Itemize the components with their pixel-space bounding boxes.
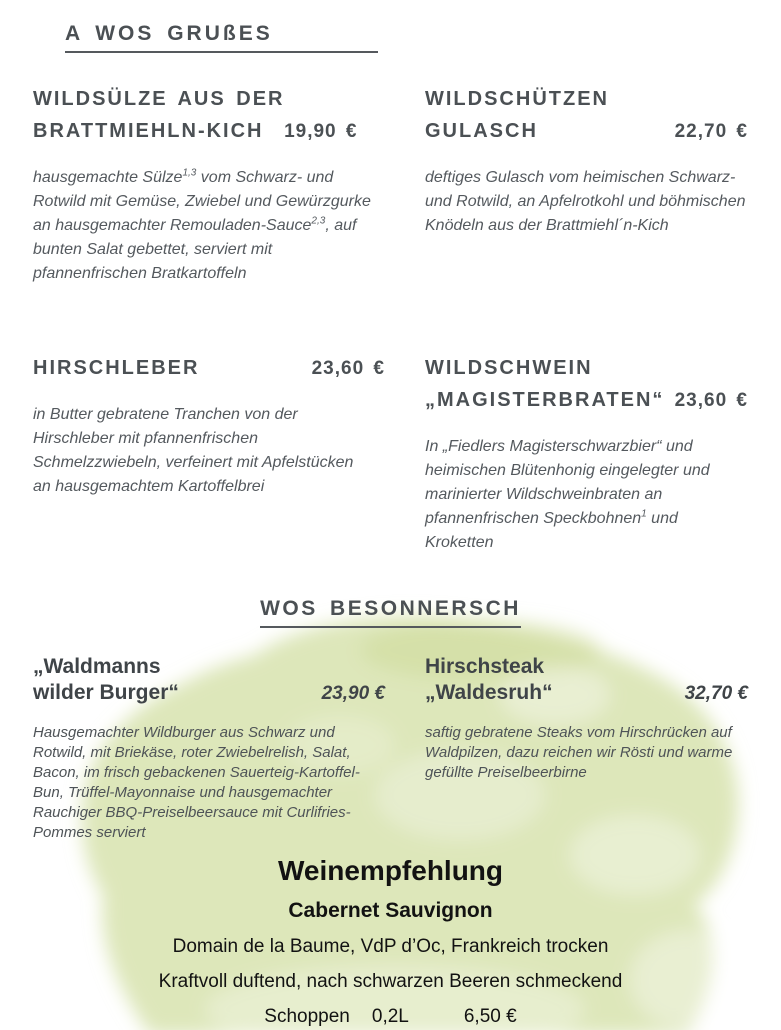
item-price: 22,70 € (674, 121, 748, 142)
item-price: 23,90 € (321, 683, 385, 704)
wine-serving-volume: 0,2L (371, 1006, 409, 1027)
item-title-line1: WILDSCHÜTZEN (425, 88, 609, 110)
wine-recommendation (0, 855, 781, 1028)
wine-tasting-note: Kraftvoll duftend, nach schwarzen Beeren schmeckend (158, 971, 623, 992)
description-text: hausgemachte Sülze (33, 169, 183, 186)
wine-heading: Weinempfehlung (277, 855, 504, 886)
footnote-marker: 1,3 (182, 167, 197, 179)
item-title-line1: Hirschsteak (425, 655, 545, 678)
item-description: saftig gebratene Steaks vom Hirschrücken auf Waldpilzen, dazu reichen wir Rösti und warme gefüllte Preiselbeerbirne (425, 724, 733, 781)
item-title-line2: „Waldesruh“ (425, 681, 553, 704)
starters-row-2 (0, 352, 781, 555)
item-description (33, 403, 373, 499)
wine-origin: Domain de la Baume, VdP d’Oc, Frankreich trocken (172, 936, 609, 957)
starters-row-1 (0, 83, 781, 286)
specials-row (0, 654, 781, 843)
wine-serving-label: Schoppen (264, 1006, 350, 1027)
footnote-marker: 1 (641, 508, 647, 520)
starters-section-header (65, 22, 781, 53)
menu-item-hirschleber (33, 352, 385, 555)
item-title-line2: wilder Burger“ (33, 681, 179, 704)
item-title (33, 83, 385, 148)
item-description: Hausgemachter Wildburger aus Schwarz und Rotwild, mit Briekäse, roter Zwiebelrelish, Salat, Bacon, im frisch gebackenen Sauerteig-Kartoffel-Bun, Trüffel-Mayonnaise und hausgemachter Rauchiger BBQ-Preiselbeersauce mit Curlifries-Pommes serviert (33, 724, 360, 841)
item-title-line2: BRATTMIEHLN-KICH (33, 120, 264, 142)
section-title-starters: A WOS GRUßES (65, 22, 378, 53)
wine-serving-line (0, 1006, 781, 1028)
menu-item-wildschwein (425, 352, 748, 555)
specials-section-header (0, 597, 781, 628)
item-title-line1: HIRSCHLEBER (33, 357, 200, 379)
menu-item-gulasch (425, 83, 748, 286)
description-text: vom Schwarz- und Rotwild mit Gemüse, Zwiebel und Gewürzgurke an hausgemachter Remouladen-Sauce (33, 169, 371, 234)
item-title (425, 654, 748, 707)
section-title-specials: WOS BESONNERSCH (260, 597, 521, 628)
item-description (425, 166, 748, 238)
description-text: deftiges Gulasch vom heimischen Schwarz- und Rotwild, an Apfelrotkohl und böhmischen Knödeln aus der Brattmiehl´n-Kich (425, 169, 746, 234)
item-title (33, 654, 385, 707)
item-price: 23,60 € (311, 358, 385, 379)
description-text: , auf bunten Salat gebettet, serviert mit pfannenfrischen Bratkartoffeln (33, 217, 357, 282)
description-text: und Kroketten (425, 510, 678, 551)
item-price: 32,70 € (684, 683, 748, 704)
description-text: in Butter gebratene Tranchen von der Hirschleber mit pfannenfrischen Schmelzzwiebeln, verfeinert mit Apfelstücken an hausgemachtem Kartoffelbrei (33, 406, 354, 495)
menu-item-wildburger (33, 654, 385, 843)
item-title-line1: WILDSCHWEIN (425, 357, 593, 379)
item-title-line1: „Waldmanns (33, 655, 161, 678)
item-title (425, 352, 748, 417)
item-price: 19,90 € (284, 121, 358, 142)
item-title-line2: GULASCH (425, 120, 538, 142)
item-title (425, 83, 748, 148)
item-title (33, 352, 385, 385)
item-title-line1: WILDSÜLZE AUS DER (33, 88, 285, 110)
menu-item-hirschsteak (425, 654, 748, 843)
description-text: In „Fiedlers Magisterschwarzbier“ und heimischen Blütenhonig eingelegter und marinierter Wildschweinbraten an pfannenfrischen Speckbohnen (425, 438, 710, 527)
item-description (33, 166, 373, 286)
footnote-marker: 2,3 (311, 215, 326, 227)
item-title-line2: „MAGISTERBRATEN“ (425, 389, 665, 411)
wine-name: Cabernet Sauvignon (288, 899, 493, 922)
item-description (425, 435, 748, 555)
menu-item-wildsuelze (33, 83, 385, 286)
item-price: 23,60 € (674, 390, 748, 411)
wine-serving-price: 6,50 € (463, 1006, 517, 1027)
